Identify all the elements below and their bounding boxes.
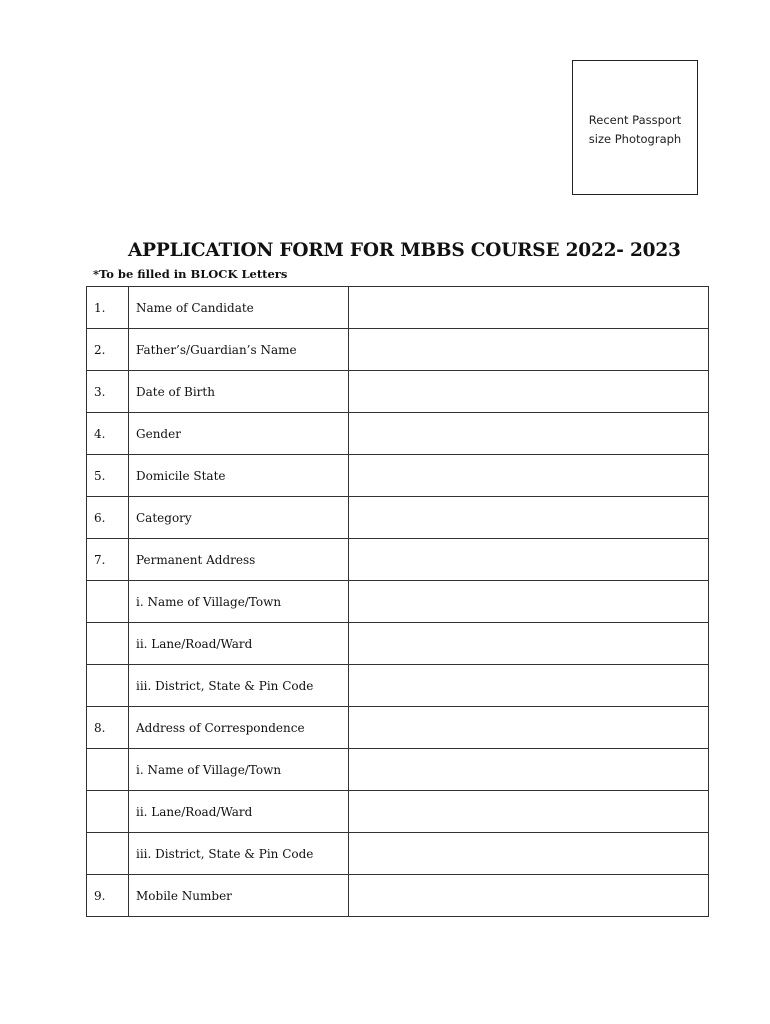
field-value-cell[interactable] bbox=[349, 581, 709, 623]
photo-box-text bbox=[573, 111, 697, 149]
field-label: ii. Lane/Road/Ward bbox=[129, 791, 349, 833]
table-row bbox=[87, 329, 709, 371]
table-row bbox=[87, 833, 709, 875]
field-label: Permanent Address bbox=[129, 539, 349, 581]
application-form-table bbox=[86, 286, 709, 917]
table-row bbox=[87, 623, 709, 665]
row-number bbox=[87, 833, 129, 875]
table-row bbox=[87, 875, 709, 917]
field-label: Mobile Number bbox=[129, 875, 349, 917]
field-value-cell[interactable] bbox=[349, 413, 709, 455]
field-label: ii. Lane/Road/Ward bbox=[129, 623, 349, 665]
field-value-cell[interactable] bbox=[349, 329, 709, 371]
photo-box-line1: Recent Passport bbox=[588, 113, 682, 127]
form-title: APPLICATION FORM FOR MBBS COURSE 2022- 2023 bbox=[128, 240, 681, 261]
field-label: Name of Candidate bbox=[129, 287, 349, 329]
field-label: iii. District, State & Pin Code bbox=[129, 665, 349, 707]
row-number: 1. bbox=[87, 287, 129, 329]
table-row bbox=[87, 413, 709, 455]
field-label: Domicile State bbox=[129, 455, 349, 497]
row-number: 6. bbox=[87, 497, 129, 539]
table-row bbox=[87, 539, 709, 581]
field-label: i. Name of Village/Town bbox=[129, 749, 349, 791]
table-row bbox=[87, 749, 709, 791]
row-number: 2. bbox=[87, 329, 129, 371]
row-number: 5. bbox=[87, 455, 129, 497]
table-row bbox=[87, 707, 709, 749]
row-number: 9. bbox=[87, 875, 129, 917]
field-value-cell[interactable] bbox=[349, 833, 709, 875]
table-row bbox=[87, 581, 709, 623]
field-value-cell[interactable] bbox=[349, 875, 709, 917]
field-label: iii. District, State & Pin Code bbox=[129, 833, 349, 875]
field-label: i. Name of Village/Town bbox=[129, 581, 349, 623]
field-value-cell[interactable] bbox=[349, 749, 709, 791]
row-number bbox=[87, 665, 129, 707]
row-number: 7. bbox=[87, 539, 129, 581]
table-row bbox=[87, 665, 709, 707]
field-value-cell[interactable] bbox=[349, 539, 709, 581]
row-number: 8. bbox=[87, 707, 129, 749]
field-value-cell[interactable] bbox=[349, 287, 709, 329]
table-row bbox=[87, 791, 709, 833]
field-label: Date of Birth bbox=[129, 371, 349, 413]
row-number: 4. bbox=[87, 413, 129, 455]
field-label: Father’s/Guardian’s Name bbox=[129, 329, 349, 371]
field-value-cell[interactable] bbox=[349, 791, 709, 833]
field-label: Gender bbox=[129, 413, 349, 455]
field-value-cell[interactable] bbox=[349, 371, 709, 413]
field-value-cell[interactable] bbox=[349, 665, 709, 707]
row-number bbox=[87, 791, 129, 833]
row-number bbox=[87, 749, 129, 791]
row-number bbox=[87, 623, 129, 665]
field-value-cell[interactable] bbox=[349, 707, 709, 749]
field-value-cell[interactable] bbox=[349, 623, 709, 665]
row-number bbox=[87, 581, 129, 623]
row-number: 3. bbox=[87, 371, 129, 413]
table-row bbox=[87, 497, 709, 539]
table-row bbox=[87, 371, 709, 413]
table-row bbox=[87, 455, 709, 497]
field-label: Category bbox=[129, 497, 349, 539]
photo-box bbox=[572, 60, 698, 195]
block-letters-note: *To be filled in BLOCK Letters bbox=[93, 267, 288, 281]
field-value-cell[interactable] bbox=[349, 497, 709, 539]
table-row bbox=[87, 287, 709, 329]
photo-box-line2: size Photograph bbox=[588, 132, 682, 146]
field-value-cell[interactable] bbox=[349, 455, 709, 497]
field-label: Address of Correspondence bbox=[129, 707, 349, 749]
